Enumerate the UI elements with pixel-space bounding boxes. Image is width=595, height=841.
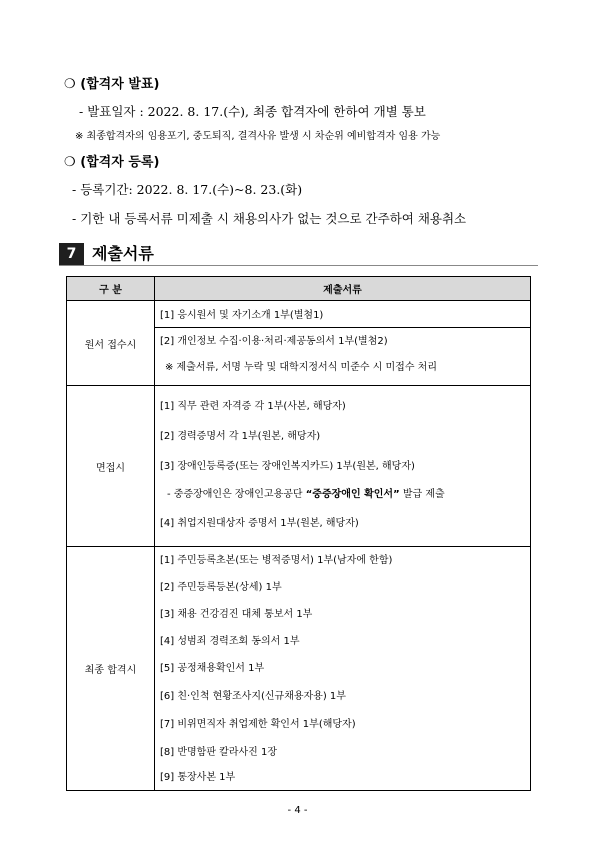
note-suffix: 발급 제출 [399, 489, 445, 500]
category-application: 원서 접수시 [67, 301, 155, 386]
section-title: 제출서류 [92, 244, 154, 263]
list-item: [8] 반명함판 칼라사진 1장 [160, 747, 278, 758]
list-item: [2] 개인정보 수집·이용·처리·제공동의서 1부(별첨2) [160, 336, 388, 347]
header-documents: 제출서류 [155, 277, 531, 301]
category-interview: 면접시 [67, 386, 155, 547]
note-prefix: - 중증장애인은 장애인고용공단 [167, 489, 306, 500]
list-item: [2] 경력증명서 각 1부(원본, 해당자) [160, 431, 321, 442]
register-heading [64, 151, 159, 170]
severe-disability-note [155, 481, 530, 509]
list-item: [4] 취업지원대상자 증명서 1부(원본, 해당자) [160, 518, 359, 529]
category-final: 최종 합격시 [67, 547, 155, 791]
list-item: [1] 응시원서 및 자기소개 1부(별첨1) [160, 310, 324, 321]
list-note: ※ 제출서류, 서명 누락 및 대학지정서식 미준수 시 미접수 처리 [165, 362, 438, 373]
list-item: [3] 장애인등록증(또는 장애인복지카드) 1부(원본, 해당자) [160, 461, 415, 472]
note-emphasis: “중증장애인 확인서” [305, 489, 400, 500]
list-item: [2] 주민등록등본(상세) 1부 [160, 582, 282, 593]
list-item: [5] 공정채용확인서 1부 [160, 663, 265, 674]
table-row [67, 301, 531, 386]
announce-heading [64, 73, 159, 92]
list-item: [1] 주민등록초본(또는 병적증명서) 1부(남자에 한함) [160, 555, 393, 566]
table-row [67, 547, 531, 791]
section-number-box: 7 [59, 243, 84, 265]
list-item: [3] 채용 건강검진 대체 통보서 1부 [160, 609, 313, 620]
list-item: [4] 성범죄 경력조회 동의서 1부 [160, 636, 300, 647]
table-row [67, 386, 531, 547]
table-header-row [67, 277, 531, 301]
register-heading-text: (합격자 등록) [80, 155, 160, 170]
announce-note: ※ 최종합격자의 임용포기, 중도퇴직, 결격사유 발생 시 차순위 예비합격자 임용 가능 [75, 131, 441, 142]
documents-table [66, 276, 531, 791]
register-period-line: - 등록기간: 2022. 8. 17.(수)~8. 23.(화) [72, 182, 303, 197]
page-number: - 4 - [287, 805, 308, 816]
announce-date-line: - 발표일자 : 2022. 8. 17.(수), 최종 합격자에 한하여 개별 통보 [79, 104, 426, 119]
section-divider [59, 265, 538, 266]
announce-heading-text: (합격자 발표) [80, 77, 160, 92]
list-item: [6] 친·인척 현황조사지(신규채용자용) 1부 [160, 691, 346, 702]
list-item: [1] 직무 관련 자격증 각 1부(사본, 해당자) [160, 401, 346, 412]
register-deadline-line: - 기한 내 등록서류 미제출 시 채용의사가 없는 것으로 간주하여 채용취소 [72, 211, 467, 226]
header-category: 구 분 [67, 277, 155, 301]
circle-bullet-icon: ❍ [64, 155, 76, 170]
circle-bullet-icon: ❍ [64, 77, 76, 92]
list-item: [9] 통장사본 1부 [160, 772, 236, 783]
list-item: [7] 비위면직자 취업제한 확인서 1부(해당자) [160, 719, 356, 730]
